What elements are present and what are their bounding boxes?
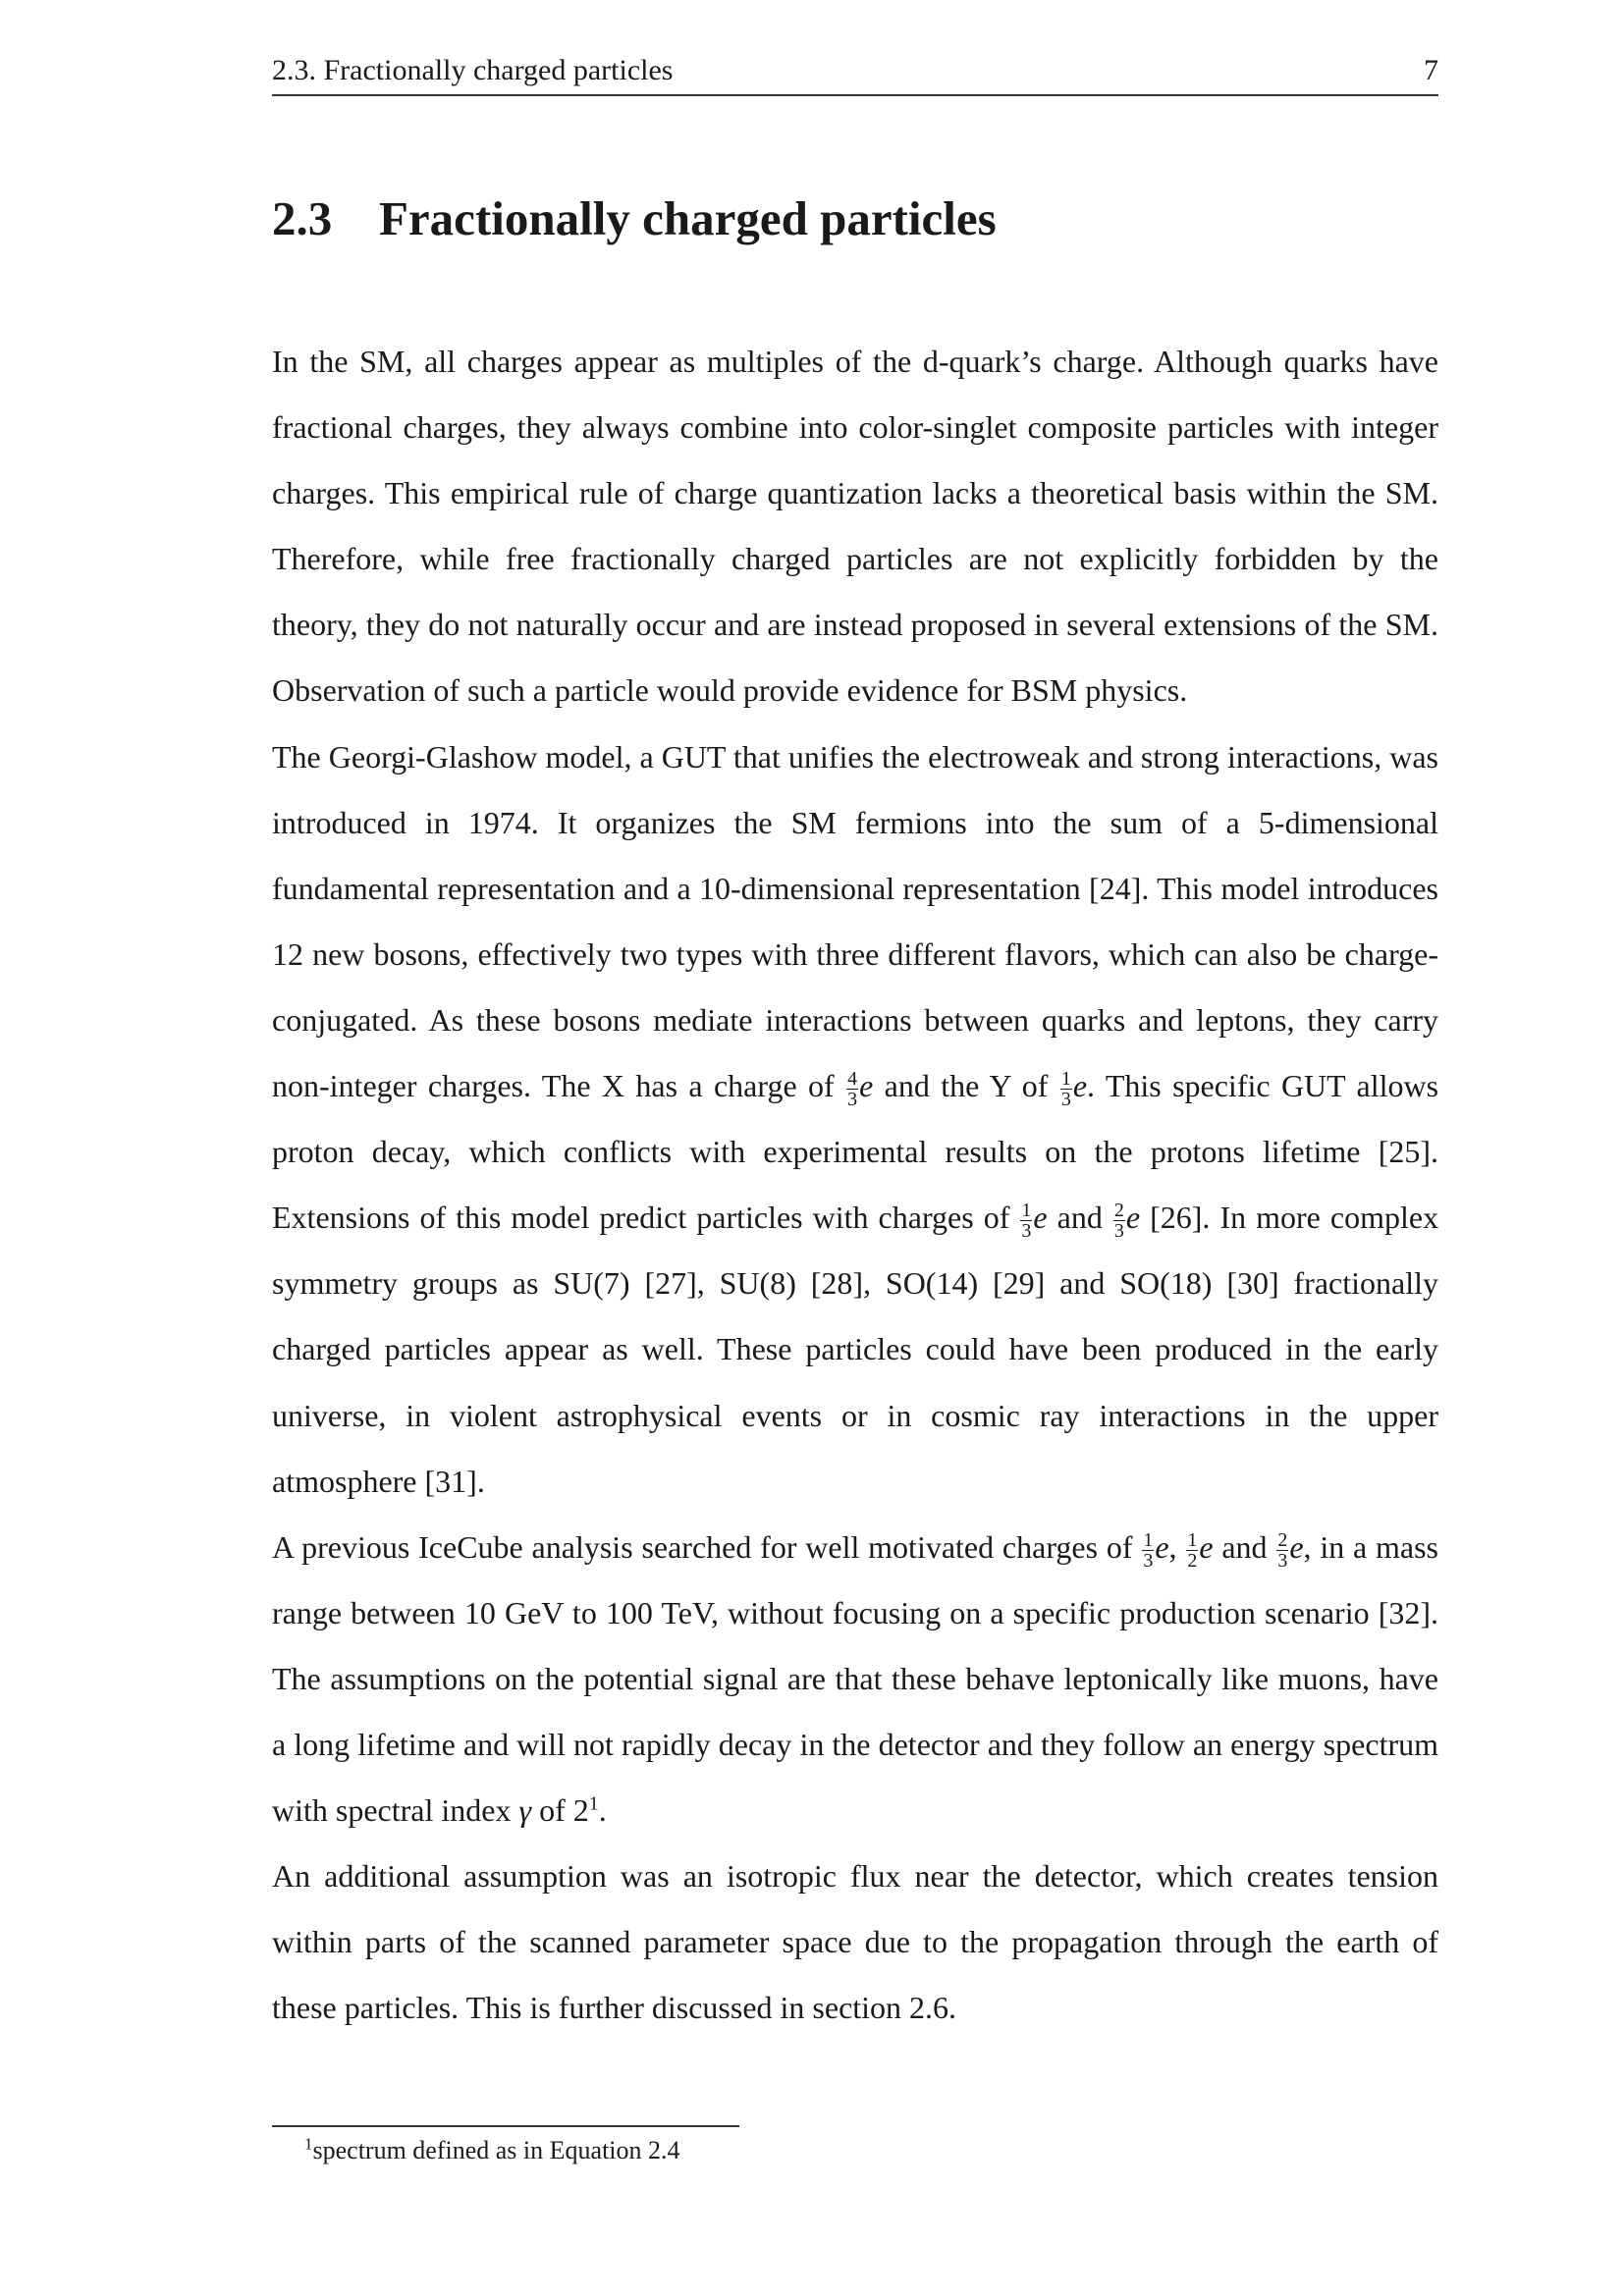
running-title: 2.3. Fractionally charged particles <box>272 54 674 86</box>
p3-text-d: , in a mass range between 10 GeV to 100 TeV, without focusing on a specific production scenario [32]. The assumptions on the potential signal are that these behave leptonically like muons, have a long lifetime and will not rapidly decay in the detector and they follow an energy spectrum with spectral index <box>272 1528 1438 1829</box>
fraction-one-third: $\frac{1}{3}$ <box>1060 1068 1071 1111</box>
p3-text-a: A previous IceCube analysis searched for well motivated charges of <box>272 1528 1133 1565</box>
footnote-rule <box>272 2125 739 2127</box>
p2-text-c: . This specific GUT allows proton decay, which conflicts with experimental results on the protons lifetime [25]. Extensions of this model predict particles with charges of <box>272 1068 1439 1236</box>
body-text <box>272 329 1438 2041</box>
p3-text-b: , <box>1168 1528 1177 1565</box>
charge-symbol-e: e <box>1289 1528 1304 1565</box>
fraction-four-thirds: $\frac{4}{3}$ <box>847 1068 858 1111</box>
p3-text-f: . <box>598 1792 607 1829</box>
p2-text-d: and <box>1056 1200 1103 1236</box>
p2-text-a: The Georgi-Glashow model, a GUT that unifies the electroweak and strong interactions, was introduced in 1974. It organizes the SM fermions into the sum of a 5-dimensional fundamental representation and a 10-dimensional representation [24]. This model introduces 12 new bosons, effectively two types with three different flavors, which can also be charge-conjugated. As these bosons mediate interactions between quarks and leptons, they carry non-integer charges. The X has a charge of <box>272 738 1438 1104</box>
paragraph-4: An additional assumption was an isotropic flux near the detector, which creates tension within parts of the scanned parameter space due to the propagation through the earth of these particles. This is further discussed in section 2.6. <box>272 1858 1438 2026</box>
fraction-two-thirds: $\frac{2}{3}$ <box>1277 1528 1288 1572</box>
paragraph-1: In the SM, all charges appear as multiples of the d-quark’s charge. Although quarks have fractional charges, they always combine into color-singlet composite particles with integer charges. This empirical rule of charge quantization lacks a theoretical basis within the SM. Therefore, while free fractionally charged particles are not explicitly forbidden by the theory, they do not naturally occur and are instead proposed in several extensions of the SM. Observation of such a particle would provide evidence for BSM physics. <box>272 344 1438 709</box>
p2-text-b: and the Y of <box>884 1068 1049 1104</box>
footnote-number: 1 <box>304 2134 313 2154</box>
footnote <box>304 2134 680 2167</box>
running-header <box>272 51 1438 96</box>
charge-symbol-e: e <box>1155 1528 1169 1565</box>
charge-symbol-e: e <box>1072 1068 1088 1104</box>
paragraph-2 <box>272 724 1438 1515</box>
p2-text-e: [26]. In more complex symmetry groups as SU(7) [27], SU(8) [28], SO(14) [29] and SO(18) [30] fractionally charged particles appear as well. These particles could have been produced in the early universe, in violent astrophysical events or in cosmic ray interactions in the upper atmosphere [31]. <box>272 1200 1439 1499</box>
gamma-symbol: γ <box>518 1792 532 1829</box>
charge-symbol-e: e <box>1033 1200 1048 1236</box>
fraction-one-third: $\frac{1}{3}$ <box>1021 1200 1032 1243</box>
charge-symbol-e: e <box>1125 1200 1141 1236</box>
page-number: 7 <box>1424 54 1438 86</box>
p3-text-c: and <box>1221 1528 1268 1565</box>
footnote-mark[interactable]: 1 <box>588 1792 599 1815</box>
section-title: Fractionally charged particles <box>379 191 997 245</box>
section-number: 2.3 <box>272 191 333 245</box>
paragraph-3 <box>272 1515 1438 1843</box>
footnote-text: spectrum defined as in Equation 2.4 <box>312 2136 680 2164</box>
charge-symbol-e: e <box>1199 1528 1214 1565</box>
fraction-one-half: $\frac{1}{2}$ <box>1187 1528 1198 1572</box>
charge-symbol-e: e <box>859 1068 874 1104</box>
section-heading <box>272 185 997 253</box>
p3-text-e: of 2 <box>539 1792 589 1829</box>
fraction-two-thirds: $\frac{2}{3}$ <box>1113 1200 1124 1243</box>
fraction-one-third: $\frac{1}{3}$ <box>1143 1528 1154 1572</box>
